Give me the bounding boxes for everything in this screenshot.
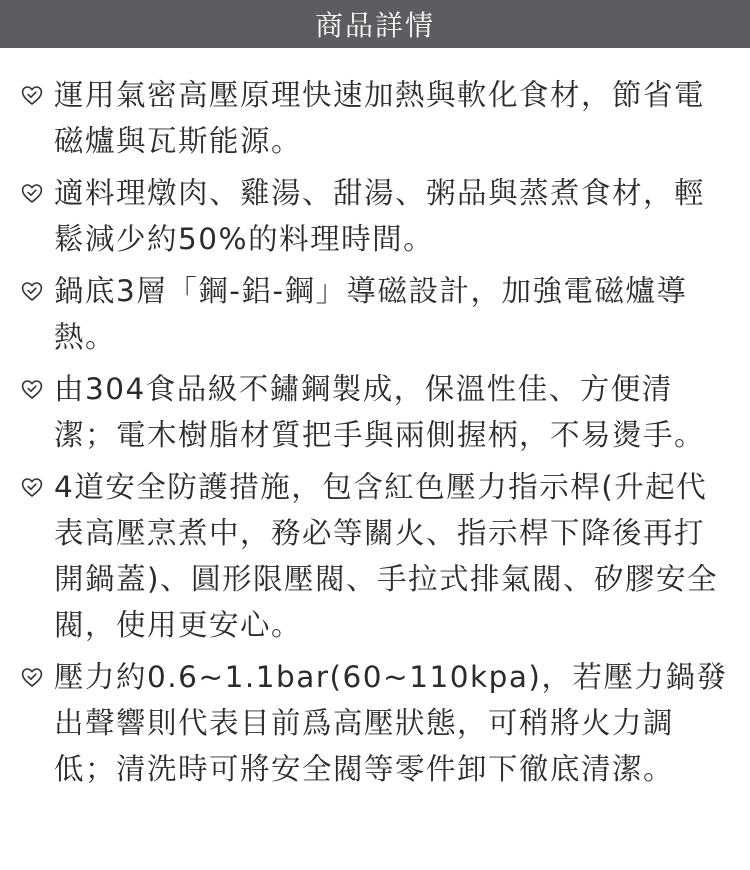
heart-check-icon — [20, 366, 54, 412]
heart-check-icon — [20, 72, 54, 118]
feature-text: 鍋底3層「鋼-鋁-鋼」導磁設計，加強電磁爐導熱。 — [54, 274, 688, 354]
feature-list — [0, 48, 750, 792]
header-title: 商品詳情 — [314, 9, 435, 42]
heart-check-icon — [20, 464, 54, 510]
feature-text: 運用氣密高壓原理快速加熱與軟化食材，節省電磁爐與瓦斯能源。 — [54, 78, 706, 158]
feature-item — [20, 72, 728, 164]
feature-item — [20, 654, 728, 792]
heart-check-icon — [20, 268, 54, 314]
heart-check-icon — [20, 170, 54, 216]
feature-text: 適料理燉肉、雞湯、甜湯、粥品與蒸煮食材，輕鬆減少約50%的料理時間。 — [54, 176, 706, 256]
header-bar — [0, 0, 750, 48]
feature-text: 由304食品級不鏽鋼製成，保溫性佳、方便清潔；電木樹脂材質把手與兩側握柄，不易燙手。 — [54, 372, 706, 452]
feature-item — [20, 170, 728, 262]
feature-text: 壓力約0.6~1.1bar(60~110kpa)，若壓力鍋發出聲響則代表目前爲高壓狀態，可稍將火力調低；清洗時可將安全閥等零件卸下徹底清潔。 — [54, 660, 728, 786]
feature-item — [20, 464, 728, 648]
feature-item — [20, 366, 728, 458]
heart-check-icon — [20, 654, 54, 700]
feature-text: 4道安全防護措施，包含紅色壓力指示桿(升起代表高壓烹煮中，務必等關火、指示桿下降後再打開鍋蓋)、圓形限壓閥、手拉式排氣閥、矽膠安全閥，使用更安心。 — [54, 470, 719, 642]
feature-item — [20, 268, 728, 360]
